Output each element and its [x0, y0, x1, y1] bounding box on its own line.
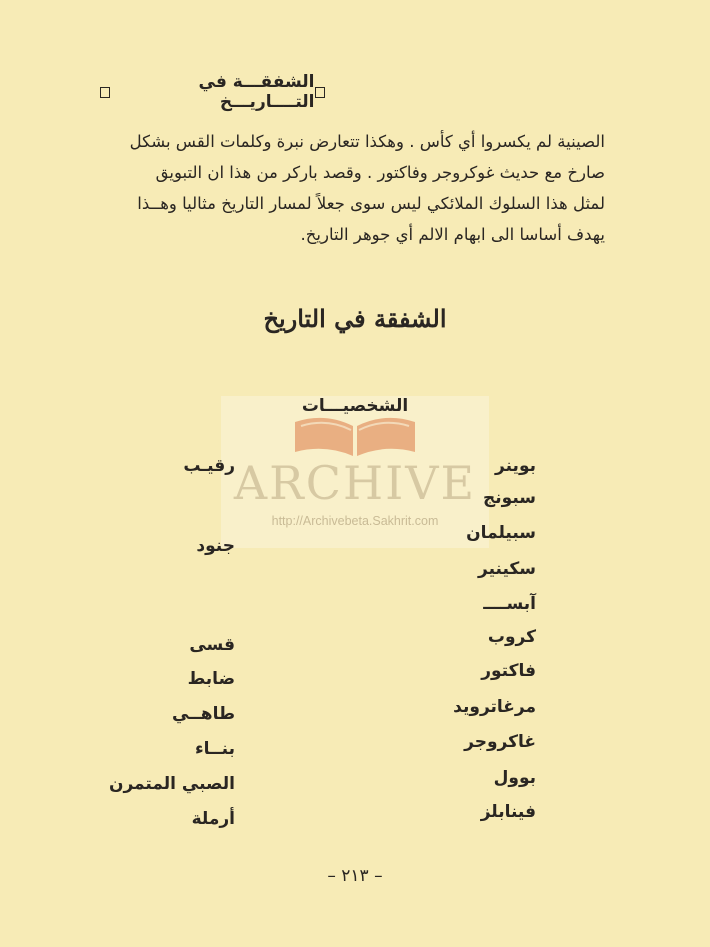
- watermark-url: http://Archivebeta.Sakhrit.com: [271, 514, 439, 528]
- cast-name: مرغاترويد: [453, 697, 536, 717]
- cast-name: آبســــ: [483, 594, 536, 614]
- cast-name: فاكتور: [481, 661, 536, 681]
- body-paragraph: [100, 126, 605, 250]
- paragraph-line: الصينية لم يكسروا أي كأس . وهكذا تتعارض نبرة وكلمات القس بشكل: [129, 132, 605, 151]
- cast-name: سكينير: [478, 559, 536, 579]
- cast-name: كروب: [487, 627, 536, 647]
- cast-role: بنــاء: [194, 739, 235, 759]
- running-header: [100, 72, 325, 112]
- paragraph-line: يهدف أساسا الى ابهام الالم أي جوهر التاريخ.: [300, 225, 605, 244]
- cast-role: رقيـب: [183, 456, 235, 476]
- cast-name: بوول: [493, 768, 536, 788]
- cast-role: قسى: [189, 635, 235, 655]
- cast-role: طاهــي: [171, 704, 235, 724]
- cast-name: سبيلمان: [466, 523, 536, 543]
- paragraph-line: لمثل هذا السلوك الملائكي ليس سوى جعلاً لمسار التاريخ مثاليا وهــذا: [137, 194, 605, 213]
- running-header-title: الشفقـــة في التــــاريـــخ: [198, 72, 315, 112]
- play-title: الشفقة في التاريخ: [263, 304, 447, 333]
- header-box-icon: [100, 87, 110, 98]
- cast-name: سبونج: [483, 488, 536, 508]
- watermark-text: ARCHIVE: [233, 456, 477, 510]
- cast-name: بوينر: [495, 456, 536, 476]
- cast-role: أرملة: [191, 809, 235, 829]
- cast-role: ضابط: [187, 669, 235, 689]
- cast-role: جنود: [196, 536, 235, 556]
- paragraph-line: صارخ مع حديث غوكروجر وفاكتور . وقصد باركر من هذا ان التبويق: [155, 163, 605, 182]
- open-book-icon: [291, 412, 419, 458]
- archive-watermark: [221, 396, 489, 548]
- header-box-icon: [315, 87, 325, 98]
- cast-name: غاكروجر: [464, 732, 536, 752]
- cast-name: فينابلز: [480, 802, 536, 822]
- cast-heading: الشخصيـــات: [301, 396, 409, 416]
- cast-role: الصبي المتمرن: [108, 774, 235, 794]
- page-number: – ٢١٣ –: [327, 866, 383, 886]
